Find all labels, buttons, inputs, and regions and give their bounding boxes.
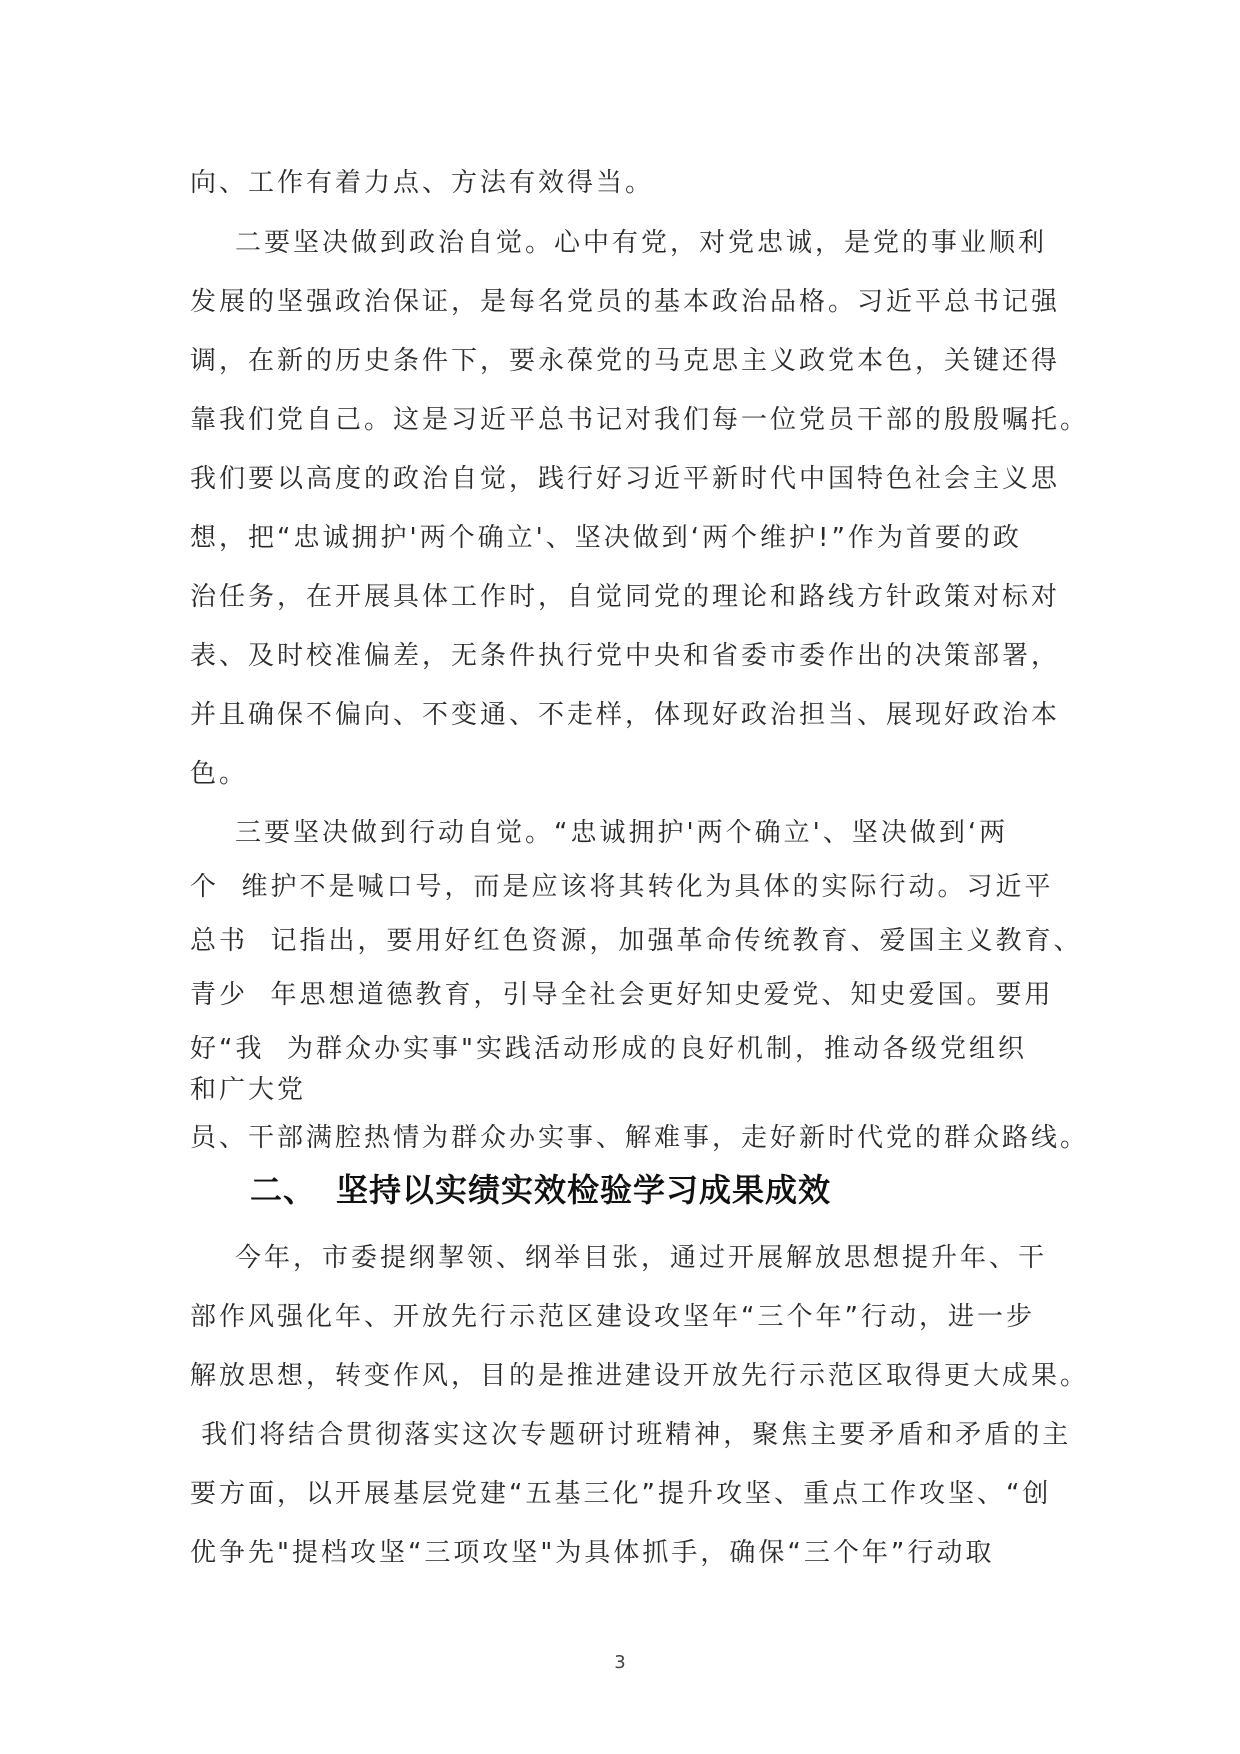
text-line: 员、干部满腔热情为群众办实事、解难事，走好新时代党的群众路线。 <box>190 1123 1090 1153</box>
text-line: 要方面，以开展基层党建“五基三化”提升攻坚、重点工作攻坚、“创 <box>190 1479 1052 1509</box>
text-line: 向、工作有着力点、方法有效得当。 <box>190 168 655 198</box>
text-line: 色。 <box>190 759 249 789</box>
section-heading-number: 二、 <box>250 1171 317 1209</box>
text-line: 解放思想，转变作风，目的是推进建设开放先行示范区取得更大成果。 <box>190 1361 1090 1391</box>
text-line: 表、及时校准偏差，无条件执行党中央和省委市委作出的决策部署， <box>190 641 1061 671</box>
text-line: 优争先"提档攻坚“三项攻坚"为具体抓手，确保“三个年”行动取 <box>190 1538 995 1568</box>
text-line: 二要坚决做到政治自觉。心中有党，对党忠诚，是党的事业顺利 <box>190 228 1048 258</box>
text-line: 今年，市委提纲挈领、纲举目张，通过开展解放思想提升年、干 <box>190 1243 1048 1273</box>
text-line: 总书 记指出，要用好红色资源，加强革命传统教育、爱国主义教育、 <box>190 926 1083 956</box>
text-line: 治任务，在开展具体工作时，自觉同党的理论和路线方针政策对标对 <box>190 582 1061 612</box>
page-number: 3 <box>614 1652 626 1673</box>
text-line: 三要坚决做到行动自觉。“忠诚拥护'两个确立'、坚决做到‘两 <box>190 818 1009 848</box>
text-line: 我们要以高度的政治自觉，践行好习近平新时代中国特色社会主义思 <box>190 464 1061 494</box>
text-line: 发展的坚强政治保证，是每名党员的基本政治品格。习近平总书记强 <box>190 287 1061 317</box>
text-line: 我们将结合贯彻落实这次专题研讨班精神，聚焦主要矛盾和矛盾的主 <box>190 1420 1072 1450</box>
text-line: 好“我 为群众办实事"实践活动形成的良好机制，推动各级党组织 <box>190 1034 1027 1064</box>
text-line: 青少 年思想道德教育，引导全社会更好知史爱党、知史爱国。要用 <box>190 980 1054 1010</box>
text-line: 靠我们党自己。这是习近平总书记对我们每一位党员干部的殷殷嘱托。 <box>190 405 1090 435</box>
text-line: 和广大党 <box>190 1075 307 1105</box>
section-heading-text: 坚持以实绩实效检验学习成果成效 <box>336 1171 832 1209</box>
text-line: 想，把“忠诚拥护'两个确立'、坚决做到‘两个维护!”作为首要的政 <box>190 523 1022 553</box>
text-line: 并且确保不偏向、不变通、不走样，体现好政治担当、展现好政治本 <box>190 700 1061 730</box>
text-line: 调，在新的历史条件下，要永葆党的马克思主义政党本色，关键还得 <box>190 346 1061 376</box>
text-line: 个 维护不是喊口号，而是应该将其转化为具体的实际行动。习近平 <box>190 872 1054 902</box>
text-line: 部作风强化年、开放先行示范区建设攻坚年“三个年”行动，进一步 <box>190 1302 1035 1332</box>
section-heading <box>250 1168 831 1212</box>
